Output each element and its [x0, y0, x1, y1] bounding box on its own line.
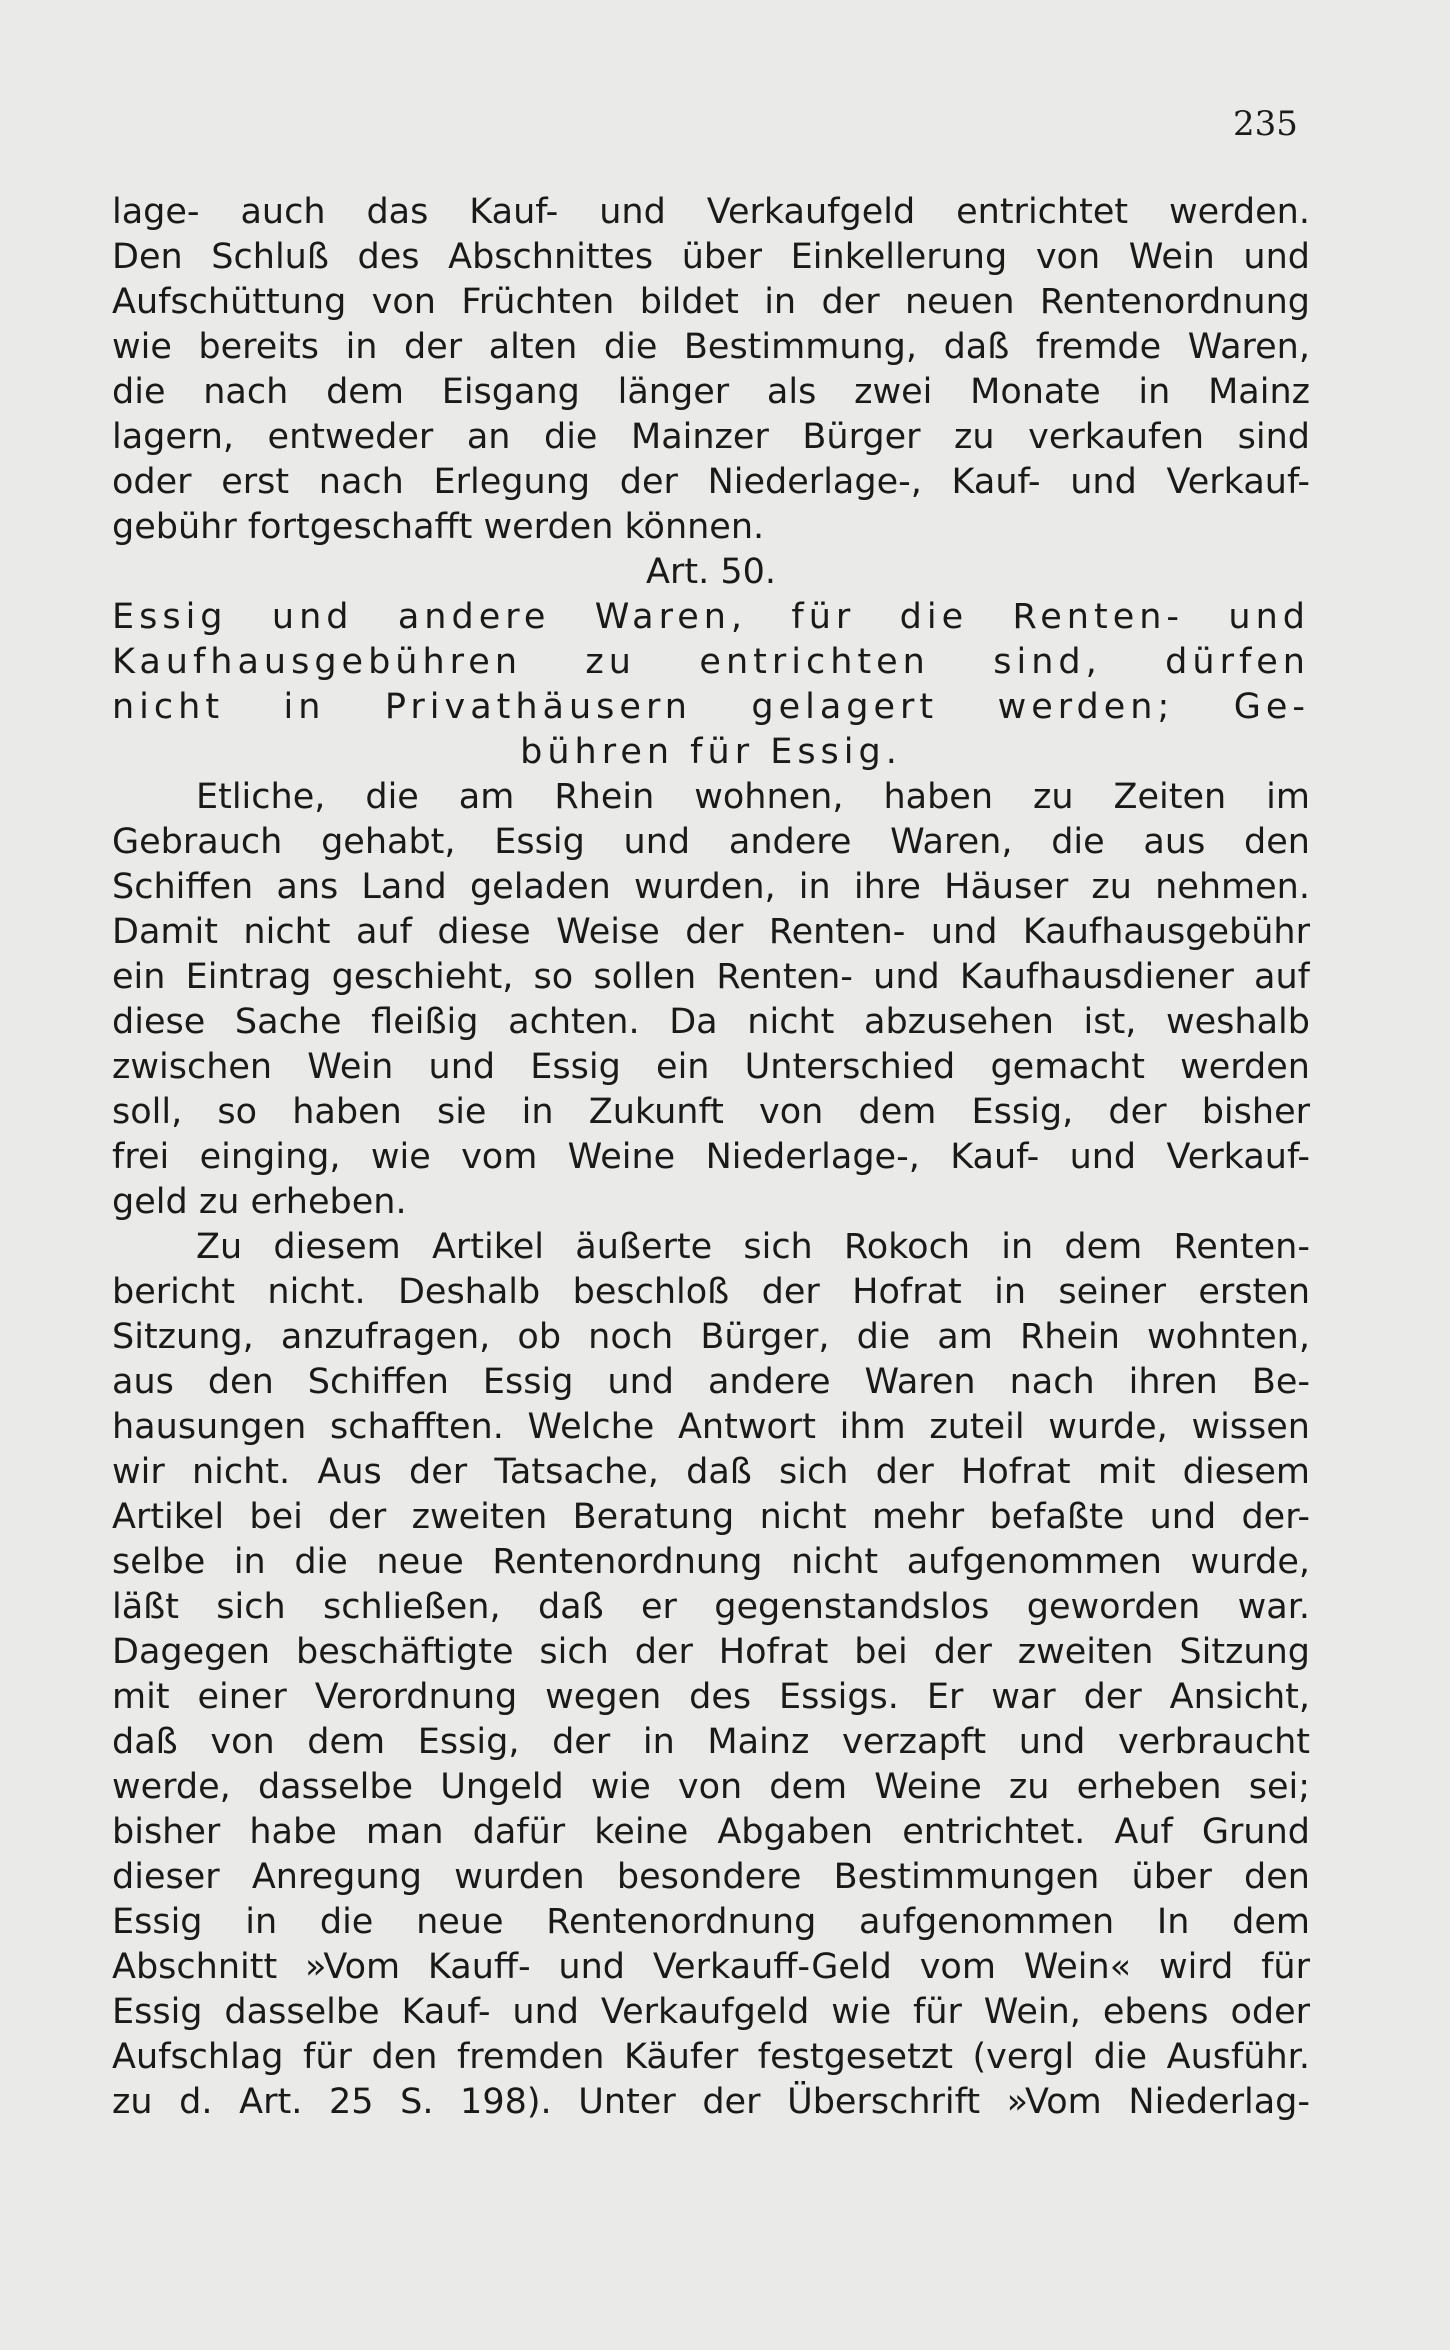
text-line: zwischen Wein und Essig ein Unterschied gemacht werden: [112, 1047, 1310, 1087]
text-line: werde, dasselbe Ungeld wie von dem Weine zu erheben sei;: [112, 1767, 1310, 1807]
text-line: Dagegen beschäftigte sich der Hofrat bei der zweiten Sitzung: [112, 1632, 1310, 1672]
text-line: diese Sache fleißig achten. Da nicht abzusehen ist, weshalb: [112, 1002, 1310, 1042]
article-heading: Art. 50.: [646, 552, 776, 592]
text-line: Damit nicht auf diese Weise der Renten- und Kaufhausgebühr: [112, 912, 1310, 952]
page-number: 235: [1233, 104, 1298, 144]
text-line: soll, so haben sie in Zukunft von dem Essig, der bisher: [112, 1092, 1310, 1132]
text-line: hausungen schafften. Welche Antwort ihm zuteil wurde, wissen: [112, 1407, 1310, 1447]
article-title-line: nicht in Privathäusern gelagert werden; Ge-: [112, 687, 1310, 727]
text-line: Essig dasselbe Kauf- und Verkaufgeld wie für Wein, ebens oder: [112, 1992, 1310, 2032]
text-line: zu d. Art. 25 S. 198). Unter der Überschrift »Vom Niederlag-: [112, 2082, 1310, 2122]
text-line: lagern, entweder an die Mainzer Bürger zu verkaufen sind: [112, 417, 1310, 457]
text-line: dieser Anregung wurden besondere Bestimmungen über den: [112, 1857, 1310, 1897]
text-line: gebühr fortgeschafft werden können.: [112, 507, 765, 547]
text-line: wir nicht. Aus der Tatsache, daß sich der Hofrat mit diesem: [112, 1452, 1310, 1492]
article-title-line: Essig und andere Waren, für die Renten- und: [112, 597, 1310, 637]
text-line: bericht nicht. Deshalb beschloß der Hofrat in seiner ersten: [112, 1272, 1310, 1312]
page-text: [112, 190, 1310, 2125]
text-line: Artikel bei der zweiten Beratung nicht mehr befaßte und der-: [112, 1497, 1310, 1537]
text-line: frei einging, wie vom Weine Niederlage-, Kauf- und Verkauf-: [112, 1137, 1310, 1177]
text-line: Schiffen ans Land geladen wurden, in ihre Häuser zu nehmen.: [112, 867, 1310, 907]
text-line: selbe in die neue Rentenordnung nicht aufgenommen wurde,: [112, 1542, 1310, 1582]
text-line: Abschnitt »Vom Kauff- und Verkauff-Geld vom Wein« wird für: [112, 1947, 1310, 1987]
text-line: Gebrauch gehabt, Essig und andere Waren, die aus den: [112, 822, 1310, 862]
text-line: mit einer Verordnung wegen des Essigs. Er war der Ansicht,: [112, 1677, 1310, 1717]
text-line: Sitzung, anzufragen, ob noch Bürger, die am Rhein wohnten,: [112, 1317, 1310, 1357]
text-line: daß von dem Essig, der in Mainz verzapft und verbraucht: [112, 1722, 1310, 1762]
article-title-line: Kaufhausgebühren zu entrichten sind, dürfen: [112, 642, 1310, 682]
text-line: Zu diesem Artikel äußerte sich Rokoch in dem Renten-: [196, 1227, 1310, 1267]
text-line: Etliche, die am Rhein wohnen, haben zu Zeiten im: [196, 777, 1310, 817]
text-line: bisher habe man dafür keine Abgaben entrichtet. Auf Grund: [112, 1812, 1310, 1852]
text-line: wie bereits in der alten die Bestimmung, daß fremde Waren,: [112, 327, 1310, 367]
text-line: Essig in die neue Rentenordnung aufgenommen In dem: [112, 1902, 1310, 1942]
article-title-line: bühren für Essig.: [520, 732, 902, 772]
text-line: Den Schluß des Abschnittes über Einkellerung von Wein und: [112, 237, 1310, 277]
text-line: läßt sich schließen, daß er gegenstandslos geworden war.: [112, 1587, 1310, 1627]
text-line: ein Eintrag geschieht, so sollen Renten- und Kaufhausdiener auf: [112, 957, 1310, 997]
text-line: die nach dem Eisgang länger als zwei Monate in Mainz: [112, 372, 1310, 412]
text-line: aus den Schiffen Essig und andere Waren nach ihren Be-: [112, 1362, 1310, 1402]
text-line: Aufschüttung von Früchten bildet in der neuen Rentenordnung: [112, 282, 1310, 322]
text-line: oder erst nach Erlegung der Niederlage-, Kauf- und Verkauf-: [112, 462, 1310, 502]
text-line: Aufschlag für den fremden Käufer festgesetzt (vergl die Ausführ.: [112, 2037, 1310, 2077]
text-line: lage- auch das Kauf- und Verkaufgeld entrichtet werden.: [112, 192, 1310, 232]
text-line: geld zu erheben.: [112, 1182, 407, 1222]
